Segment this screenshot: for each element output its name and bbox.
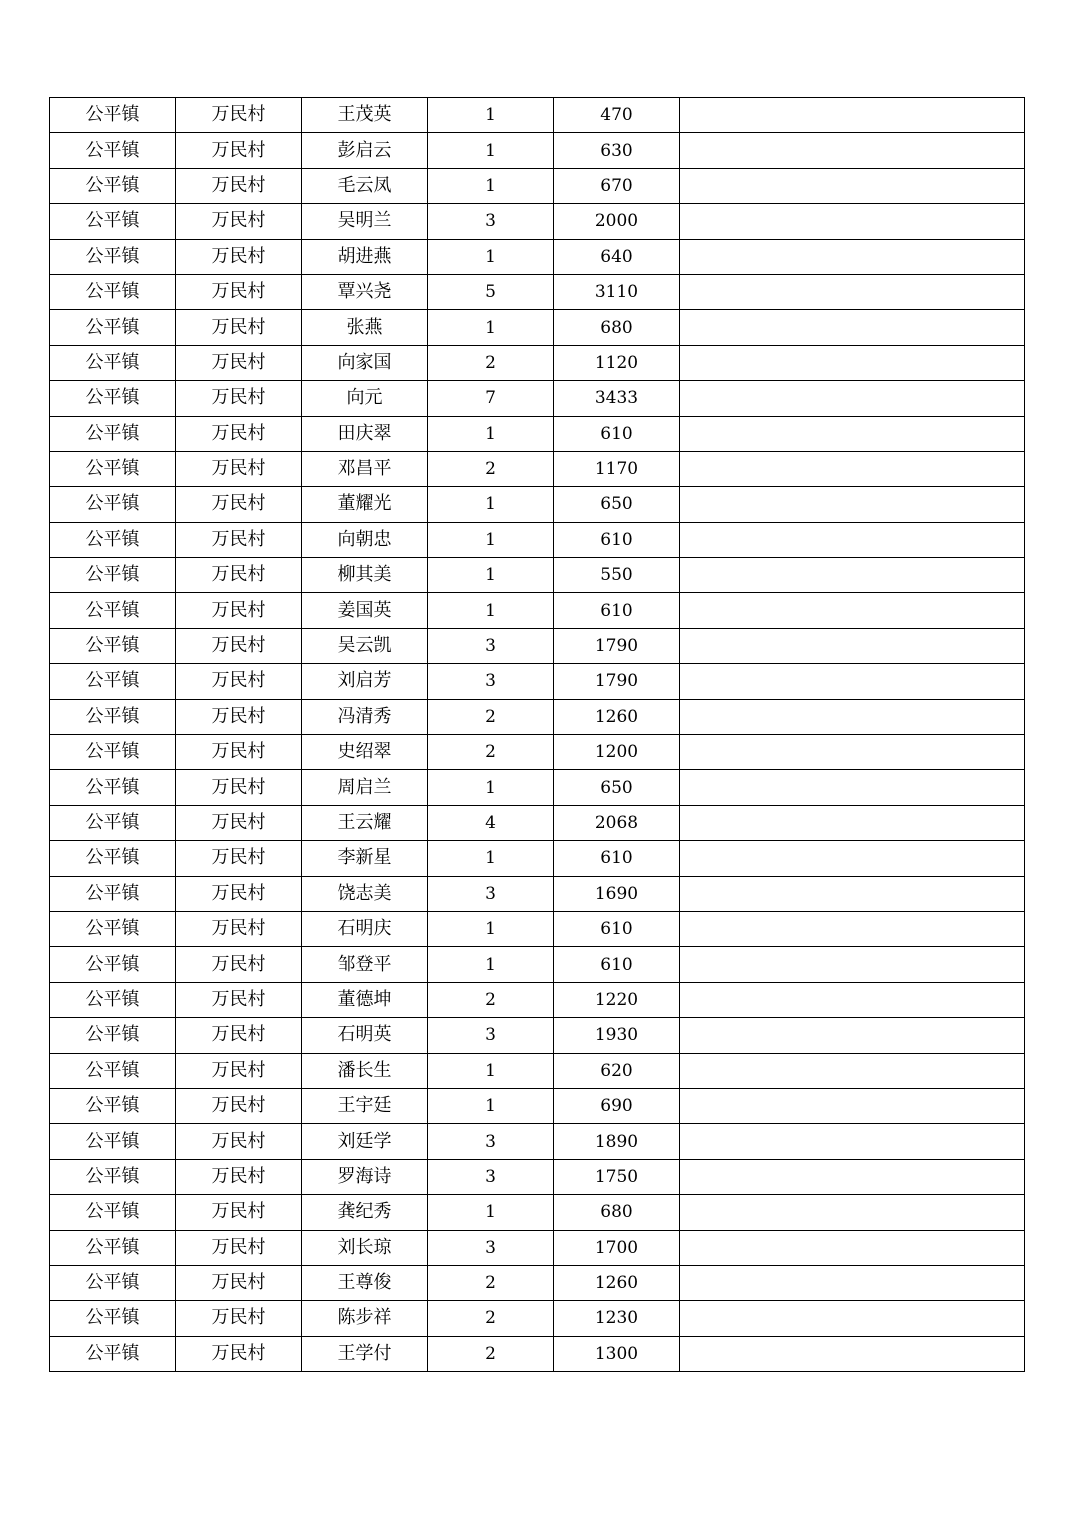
count-cell: 3	[428, 664, 554, 699]
count-cell: 3	[428, 876, 554, 911]
village-cell: 万民村	[176, 522, 302, 557]
table-row	[50, 522, 1025, 557]
amount-cell: 3110	[554, 274, 680, 309]
amount-cell: 1120	[554, 345, 680, 380]
name-cell: 向元	[302, 381, 428, 416]
note-cell	[680, 381, 1025, 416]
amount-cell: 610	[554, 947, 680, 982]
count-cell: 1	[428, 947, 554, 982]
count-cell: 1	[428, 1088, 554, 1123]
note-cell	[680, 310, 1025, 345]
table-row	[50, 1230, 1025, 1265]
table-row	[50, 876, 1025, 911]
name-cell: 刘启芳	[302, 664, 428, 699]
town-cell: 公平镇	[50, 1088, 176, 1123]
village-cell: 万民村	[176, 1301, 302, 1336]
name-cell: 潘长生	[302, 1053, 428, 1088]
name-cell: 李新星	[302, 841, 428, 876]
village-cell: 万民村	[176, 699, 302, 734]
table-row	[50, 699, 1025, 734]
amount-cell: 650	[554, 487, 680, 522]
table-row	[50, 1336, 1025, 1371]
amount-cell: 680	[554, 310, 680, 345]
count-cell: 5	[428, 274, 554, 309]
table-row	[50, 628, 1025, 663]
count-cell: 3	[428, 1018, 554, 1053]
table-row	[50, 947, 1025, 982]
amount-cell: 1890	[554, 1124, 680, 1159]
table-row	[50, 664, 1025, 699]
table-row	[50, 451, 1025, 486]
town-cell: 公平镇	[50, 1053, 176, 1088]
table-row	[50, 1159, 1025, 1194]
town-cell: 公平镇	[50, 204, 176, 239]
name-cell: 向家国	[302, 345, 428, 380]
name-cell: 吴云凯	[302, 628, 428, 663]
name-cell: 冯清秀	[302, 699, 428, 734]
note-cell	[680, 1053, 1025, 1088]
village-cell: 万民村	[176, 911, 302, 946]
village-cell: 万民村	[176, 1265, 302, 1300]
amount-cell: 680	[554, 1195, 680, 1230]
amount-cell: 1750	[554, 1159, 680, 1194]
amount-cell: 630	[554, 133, 680, 168]
town-cell: 公平镇	[50, 239, 176, 274]
note-cell	[680, 451, 1025, 486]
village-cell: 万民村	[176, 770, 302, 805]
amount-cell: 670	[554, 168, 680, 203]
town-cell: 公平镇	[50, 593, 176, 628]
village-cell: 万民村	[176, 239, 302, 274]
note-cell	[680, 805, 1025, 840]
amount-cell: 610	[554, 593, 680, 628]
name-cell: 向朝忠	[302, 522, 428, 557]
village-cell: 万民村	[176, 628, 302, 663]
note-cell	[680, 947, 1025, 982]
village-cell: 万民村	[176, 805, 302, 840]
town-cell: 公平镇	[50, 1301, 176, 1336]
note-cell	[680, 1301, 1025, 1336]
amount-cell: 610	[554, 841, 680, 876]
table-row	[50, 345, 1025, 380]
village-cell: 万民村	[176, 274, 302, 309]
name-cell: 饶志美	[302, 876, 428, 911]
count-cell: 3	[428, 628, 554, 663]
count-cell: 1	[428, 133, 554, 168]
table-row	[50, 1124, 1025, 1159]
amount-cell: 3433	[554, 381, 680, 416]
village-cell: 万民村	[176, 876, 302, 911]
table-row	[50, 982, 1025, 1017]
note-cell	[680, 593, 1025, 628]
name-cell: 刘廷学	[302, 1124, 428, 1159]
note-cell	[680, 770, 1025, 805]
amount-cell: 470	[554, 98, 680, 133]
table-row	[50, 1018, 1025, 1053]
amount-cell: 1790	[554, 628, 680, 663]
table-row	[50, 239, 1025, 274]
name-cell: 王云耀	[302, 805, 428, 840]
village-cell: 万民村	[176, 381, 302, 416]
count-cell: 2	[428, 982, 554, 1017]
name-cell: 罗海诗	[302, 1159, 428, 1194]
name-cell: 龚纪秀	[302, 1195, 428, 1230]
town-cell: 公平镇	[50, 522, 176, 557]
table-row	[50, 1195, 1025, 1230]
amount-cell: 610	[554, 522, 680, 557]
village-cell: 万民村	[176, 1124, 302, 1159]
count-cell: 2	[428, 735, 554, 770]
name-cell: 胡进燕	[302, 239, 428, 274]
note-cell	[680, 168, 1025, 203]
name-cell: 周启兰	[302, 770, 428, 805]
table-row	[50, 204, 1025, 239]
note-cell	[680, 416, 1025, 451]
name-cell: 石明英	[302, 1018, 428, 1053]
town-cell: 公平镇	[50, 1230, 176, 1265]
town-cell: 公平镇	[50, 451, 176, 486]
amount-cell: 1170	[554, 451, 680, 486]
village-cell: 万民村	[176, 1088, 302, 1123]
town-cell: 公平镇	[50, 168, 176, 203]
name-cell: 石明庆	[302, 911, 428, 946]
table-row	[50, 416, 1025, 451]
village-cell: 万民村	[176, 133, 302, 168]
town-cell: 公平镇	[50, 628, 176, 663]
table-row	[50, 558, 1025, 593]
village-cell: 万民村	[176, 735, 302, 770]
table-row	[50, 805, 1025, 840]
name-cell: 邹登平	[302, 947, 428, 982]
table-row	[50, 487, 1025, 522]
village-cell: 万民村	[176, 947, 302, 982]
town-cell: 公平镇	[50, 876, 176, 911]
amount-cell: 650	[554, 770, 680, 805]
village-cell: 万民村	[176, 345, 302, 380]
town-cell: 公平镇	[50, 1159, 176, 1194]
amount-cell: 1790	[554, 664, 680, 699]
amount-cell: 1690	[554, 876, 680, 911]
village-cell: 万民村	[176, 310, 302, 345]
amount-cell: 1220	[554, 982, 680, 1017]
count-cell: 1	[428, 487, 554, 522]
note-cell	[680, 1088, 1025, 1123]
table-row	[50, 593, 1025, 628]
name-cell: 柳其美	[302, 558, 428, 593]
count-cell: 2	[428, 451, 554, 486]
table-row	[50, 1088, 1025, 1123]
village-cell: 万民村	[176, 451, 302, 486]
note-cell	[680, 841, 1025, 876]
count-cell: 1	[428, 416, 554, 451]
town-cell: 公平镇	[50, 770, 176, 805]
village-cell: 万民村	[176, 1159, 302, 1194]
village-cell: 万民村	[176, 1018, 302, 1053]
town-cell: 公平镇	[50, 699, 176, 734]
note-cell	[680, 239, 1025, 274]
count-cell: 2	[428, 1336, 554, 1371]
table-row	[50, 1265, 1025, 1300]
table-row	[50, 274, 1025, 309]
village-cell: 万民村	[176, 487, 302, 522]
name-cell: 王学付	[302, 1336, 428, 1371]
count-cell: 2	[428, 699, 554, 734]
count-cell: 1	[428, 1053, 554, 1088]
note-cell	[680, 876, 1025, 911]
amount-cell: 1200	[554, 735, 680, 770]
name-cell: 邓昌平	[302, 451, 428, 486]
count-cell: 3	[428, 1159, 554, 1194]
count-cell: 1	[428, 168, 554, 203]
name-cell: 王茂英	[302, 98, 428, 133]
note-cell	[680, 699, 1025, 734]
table-row	[50, 841, 1025, 876]
village-cell: 万民村	[176, 204, 302, 239]
count-cell: 1	[428, 841, 554, 876]
count-cell: 2	[428, 1301, 554, 1336]
table-body	[50, 98, 1025, 1372]
town-cell: 公平镇	[50, 487, 176, 522]
village-cell: 万民村	[176, 416, 302, 451]
count-cell: 3	[428, 1124, 554, 1159]
village-cell: 万民村	[176, 1195, 302, 1230]
town-cell: 公平镇	[50, 1018, 176, 1053]
count-cell: 3	[428, 204, 554, 239]
table-row	[50, 1053, 1025, 1088]
village-cell: 万民村	[176, 98, 302, 133]
town-cell: 公平镇	[50, 133, 176, 168]
amount-cell: 550	[554, 558, 680, 593]
name-cell: 董耀光	[302, 487, 428, 522]
town-cell: 公平镇	[50, 982, 176, 1017]
note-cell	[680, 1124, 1025, 1159]
name-cell: 董德坤	[302, 982, 428, 1017]
name-cell: 王宇廷	[302, 1088, 428, 1123]
note-cell	[680, 1265, 1025, 1300]
name-cell: 覃兴尧	[302, 274, 428, 309]
name-cell: 陈步祥	[302, 1301, 428, 1336]
count-cell: 1	[428, 593, 554, 628]
village-cell: 万民村	[176, 1336, 302, 1371]
table-row	[50, 735, 1025, 770]
town-cell: 公平镇	[50, 841, 176, 876]
table-row	[50, 310, 1025, 345]
amount-cell: 610	[554, 416, 680, 451]
name-cell: 刘长琼	[302, 1230, 428, 1265]
town-cell: 公平镇	[50, 735, 176, 770]
amount-cell: 610	[554, 911, 680, 946]
table-row	[50, 98, 1025, 133]
count-cell: 1	[428, 310, 554, 345]
town-cell: 公平镇	[50, 1195, 176, 1230]
town-cell: 公平镇	[50, 947, 176, 982]
count-cell: 2	[428, 1265, 554, 1300]
town-cell: 公平镇	[50, 98, 176, 133]
name-cell: 吴明兰	[302, 204, 428, 239]
town-cell: 公平镇	[50, 664, 176, 699]
name-cell: 彭启云	[302, 133, 428, 168]
town-cell: 公平镇	[50, 381, 176, 416]
amount-cell: 620	[554, 1053, 680, 1088]
count-cell: 1	[428, 770, 554, 805]
village-cell: 万民村	[176, 558, 302, 593]
name-cell: 毛云凤	[302, 168, 428, 203]
village-cell: 万民村	[176, 593, 302, 628]
table-row	[50, 770, 1025, 805]
name-cell: 张燕	[302, 310, 428, 345]
note-cell	[680, 664, 1025, 699]
note-cell	[680, 98, 1025, 133]
village-cell: 万民村	[176, 664, 302, 699]
amount-cell: 1230	[554, 1301, 680, 1336]
note-cell	[680, 558, 1025, 593]
amount-cell: 640	[554, 239, 680, 274]
note-cell	[680, 628, 1025, 663]
name-cell: 王尊俊	[302, 1265, 428, 1300]
amount-cell: 690	[554, 1088, 680, 1123]
count-cell: 2	[428, 345, 554, 380]
town-cell: 公平镇	[50, 345, 176, 380]
town-cell: 公平镇	[50, 1124, 176, 1159]
amount-cell: 1700	[554, 1230, 680, 1265]
amount-cell: 1260	[554, 1265, 680, 1300]
table-row	[50, 1301, 1025, 1336]
note-cell	[680, 345, 1025, 380]
note-cell	[680, 1018, 1025, 1053]
note-cell	[680, 735, 1025, 770]
town-cell: 公平镇	[50, 1336, 176, 1371]
note-cell	[680, 133, 1025, 168]
note-cell	[680, 487, 1025, 522]
allowance-table	[49, 97, 1025, 1372]
name-cell: 姜国英	[302, 593, 428, 628]
town-cell: 公平镇	[50, 416, 176, 451]
note-cell	[680, 982, 1025, 1017]
note-cell	[680, 1195, 1025, 1230]
amount-cell: 2000	[554, 204, 680, 239]
village-cell: 万民村	[176, 982, 302, 1017]
note-cell	[680, 911, 1025, 946]
table-row	[50, 911, 1025, 946]
count-cell: 1	[428, 522, 554, 557]
town-cell: 公平镇	[50, 805, 176, 840]
note-cell	[680, 274, 1025, 309]
table-row	[50, 381, 1025, 416]
note-cell	[680, 522, 1025, 557]
table-row	[50, 168, 1025, 203]
village-cell: 万民村	[176, 168, 302, 203]
village-cell: 万民村	[176, 841, 302, 876]
amount-cell: 1930	[554, 1018, 680, 1053]
town-cell: 公平镇	[50, 310, 176, 345]
amount-cell: 1300	[554, 1336, 680, 1371]
count-cell: 1	[428, 911, 554, 946]
note-cell	[680, 204, 1025, 239]
village-cell: 万民村	[176, 1053, 302, 1088]
name-cell: 史绍翠	[302, 735, 428, 770]
town-cell: 公平镇	[50, 274, 176, 309]
amount-cell: 1260	[554, 699, 680, 734]
amount-cell: 2068	[554, 805, 680, 840]
note-cell	[680, 1230, 1025, 1265]
count-cell: 3	[428, 1230, 554, 1265]
count-cell: 1	[428, 1195, 554, 1230]
note-cell	[680, 1159, 1025, 1194]
village-cell: 万民村	[176, 1230, 302, 1265]
town-cell: 公平镇	[50, 1265, 176, 1300]
table-row	[50, 133, 1025, 168]
town-cell: 公平镇	[50, 558, 176, 593]
count-cell: 1	[428, 98, 554, 133]
count-cell: 7	[428, 381, 554, 416]
town-cell: 公平镇	[50, 911, 176, 946]
name-cell: 田庆翠	[302, 416, 428, 451]
note-cell	[680, 1336, 1025, 1371]
count-cell: 1	[428, 558, 554, 593]
count-cell: 4	[428, 805, 554, 840]
count-cell: 1	[428, 239, 554, 274]
